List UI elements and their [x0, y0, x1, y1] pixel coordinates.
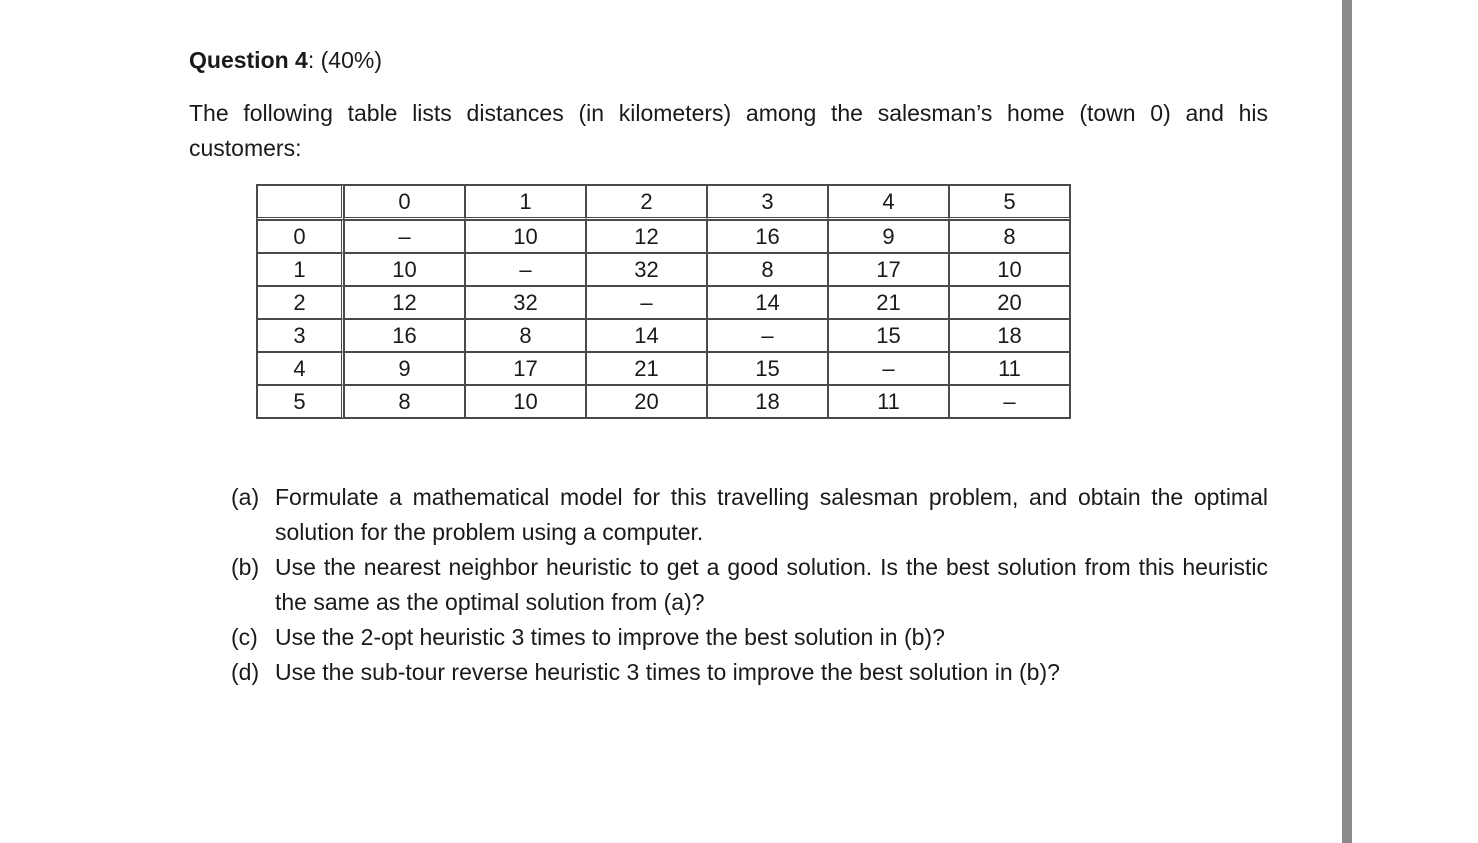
table-cell: –	[465, 253, 586, 286]
table-corner-cell	[257, 185, 344, 220]
column-header: 1	[465, 185, 586, 220]
table-cell: –	[344, 220, 465, 253]
table-cell: 21	[586, 352, 707, 385]
table-cell: 12	[586, 220, 707, 253]
table-cell: –	[707, 319, 828, 352]
table-cell: –	[828, 352, 949, 385]
question-weight: (40%)	[320, 47, 382, 73]
table-row	[257, 319, 1070, 352]
part-label: (c)	[231, 624, 258, 650]
table-cell: 32	[586, 253, 707, 286]
intro-paragraph: The following table lists distances (in kilometers) among the salesman’s home (town 0) and his customers:	[189, 100, 1268, 161]
part-label: (b)	[231, 554, 260, 580]
table-cell: 16	[344, 319, 465, 352]
part-label: (d)	[231, 659, 260, 685]
row-header: 2	[257, 286, 344, 319]
table-header-row	[257, 185, 1070, 220]
table-cell: –	[586, 286, 707, 319]
question-heading	[189, 44, 382, 76]
table-row	[257, 286, 1070, 319]
question-parts-list	[231, 480, 1268, 690]
question-colon: :	[307, 47, 315, 73]
part-text: Use the sub-tour reverse heuristic 3 times to improve the best solution in (b)?	[275, 659, 1060, 685]
table-cell: 10	[344, 253, 465, 286]
part-text: Use the 2-opt heuristic 3 times to improve the best solution in (b)?	[275, 624, 945, 650]
row-header: 1	[257, 253, 344, 286]
column-header: 3	[707, 185, 828, 220]
table-cell: 9	[828, 220, 949, 253]
column-header: 4	[828, 185, 949, 220]
question-label: Question 4	[189, 47, 308, 73]
table-row	[257, 385, 1070, 418]
distance-table	[256, 184, 1071, 419]
table-cell: 8	[949, 220, 1070, 253]
table-cell: 10	[949, 253, 1070, 286]
table-cell: 21	[828, 286, 949, 319]
row-header: 4	[257, 352, 344, 385]
table-cell: 14	[586, 319, 707, 352]
row-header: 5	[257, 385, 344, 418]
table-row	[257, 220, 1070, 253]
table-cell: 32	[465, 286, 586, 319]
table-cell: 11	[949, 352, 1070, 385]
column-header: 5	[949, 185, 1070, 220]
table-cell: 11	[828, 385, 949, 418]
table-cell: 8	[344, 385, 465, 418]
table-cell: 8	[707, 253, 828, 286]
table-cell: 9	[344, 352, 465, 385]
table-row	[257, 253, 1070, 286]
part-label: (a)	[231, 484, 260, 510]
question-part-b	[231, 550, 1268, 620]
question-part-c	[231, 620, 1268, 655]
table-cell: 20	[586, 385, 707, 418]
table-cell: 10	[465, 220, 586, 253]
table-cell: 20	[949, 286, 1070, 319]
part-text: Formulate a mathematical model for this travelling salesman problem, and obtain the optimal solution for the problem using a computer.	[275, 484, 1268, 545]
table-cell: 17	[828, 253, 949, 286]
column-header: 2	[586, 185, 707, 220]
table-cell: 14	[707, 286, 828, 319]
question-part-a	[231, 480, 1268, 550]
table-cell: 16	[707, 220, 828, 253]
table-cell: 12	[344, 286, 465, 319]
column-header: 0	[344, 185, 465, 220]
part-text: Use the nearest neighbor heuristic to get a good solution. Is the best solution from this heuristic the same as the optimal solution from (a)?	[275, 554, 1268, 615]
table-cell: 8	[465, 319, 586, 352]
table-cell: 18	[707, 385, 828, 418]
table-cell: 15	[707, 352, 828, 385]
row-header: 3	[257, 319, 344, 352]
table-cell: 15	[828, 319, 949, 352]
table-cell: 10	[465, 385, 586, 418]
table-cell: –	[949, 385, 1070, 418]
page-edge-divider	[1342, 0, 1352, 843]
question-part-d	[231, 655, 1268, 690]
table-cell: 17	[465, 352, 586, 385]
table-cell: 18	[949, 319, 1070, 352]
table-row	[257, 352, 1070, 385]
row-header: 0	[257, 220, 344, 253]
